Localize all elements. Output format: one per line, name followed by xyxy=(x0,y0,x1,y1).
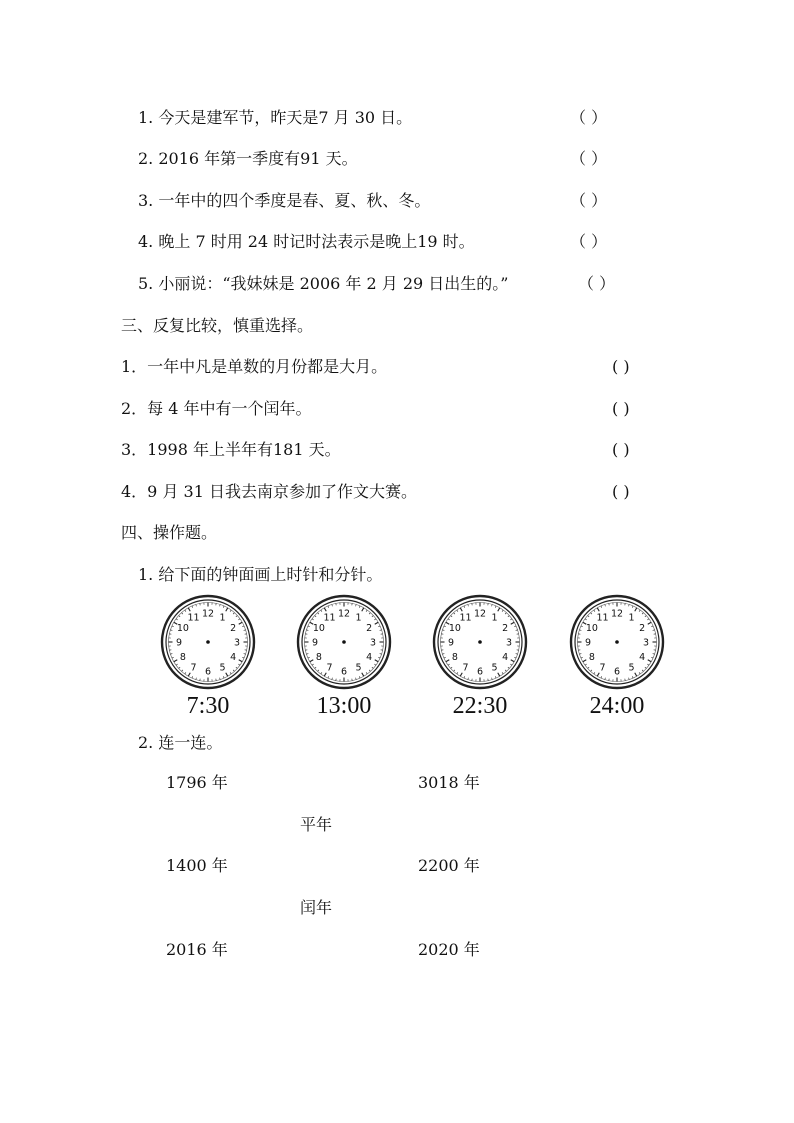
clock-face-2[interactable] xyxy=(296,594,392,690)
choice-item-text: 1．一年中凡是单数的月份都是大月。 xyxy=(121,357,388,376)
clock-numeral: 12 xyxy=(610,608,624,620)
section4-title: 四、操作题。 xyxy=(121,523,218,542)
clock-numeral: 4 xyxy=(230,651,237,663)
clock-numeral: 9 xyxy=(311,637,319,649)
label-leap-year[interactable]: 闰年 xyxy=(300,898,333,917)
clock-numeral: 2 xyxy=(639,622,646,634)
clock-numeral: 7 xyxy=(190,662,197,674)
clock-numeral: 11 xyxy=(459,612,472,624)
clock-numeral: 8 xyxy=(451,651,458,663)
clock-numeral: 6 xyxy=(340,666,348,678)
clock-numeral: 10 xyxy=(585,622,598,634)
clock-numeral: 5 xyxy=(219,662,226,674)
clock-time-label: 24:00 xyxy=(589,693,645,719)
right-year-3[interactable]: 2020 年 xyxy=(418,940,480,959)
question-draw-hands: 1. 给下面的钟面画上时针和分针。 xyxy=(138,565,383,584)
answer-paren[interactable]: ( ) xyxy=(612,357,630,376)
choice-item-text: 4．9 月 31 日我去南京参加了作文大赛。 xyxy=(121,482,417,501)
clock-numeral: 1 xyxy=(628,612,635,624)
clock-numeral: 9 xyxy=(447,637,455,649)
clock-numeral: 6 xyxy=(204,666,212,678)
tf-item-text: 4. 晚上 7 时用 24 时记时法表示是晚上19 时。 xyxy=(138,232,475,251)
clock-numeral: 10 xyxy=(448,622,461,634)
clock-numeral: 6 xyxy=(476,666,484,678)
answer-paren[interactable]: ( ) xyxy=(612,440,630,459)
clock-numeral: 12 xyxy=(337,608,351,620)
clock-numeral: 6 xyxy=(613,666,621,678)
left-year-2[interactable]: 1400 年 xyxy=(166,856,228,875)
choice-item-text: 2．每 4 年中有一个闰年。 xyxy=(121,399,312,418)
clock-numeral: 3 xyxy=(369,637,377,649)
clock-numeral: 2 xyxy=(366,622,373,634)
clock-numeral: 12 xyxy=(473,608,487,620)
clock-numeral: 1 xyxy=(355,612,362,624)
answer-paren[interactable]: ( ) xyxy=(612,399,630,418)
clock-numeral: 8 xyxy=(179,651,186,663)
clock-numeral: 5 xyxy=(491,662,498,674)
answer-paren[interactable]: （ ） xyxy=(570,108,608,127)
choice-item-text: 3．1998 年上半年有181 天。 xyxy=(121,440,341,459)
answer-paren[interactable]: （ ） xyxy=(570,149,608,168)
clock-numeral: 1 xyxy=(491,612,498,624)
left-year-3[interactable]: 2016 年 xyxy=(166,940,228,959)
clock-numeral: 3 xyxy=(642,637,650,649)
right-year-2[interactable]: 2200 年 xyxy=(418,856,480,875)
clock-numeral: 3 xyxy=(233,637,241,649)
clock-numeral: 4 xyxy=(502,651,509,663)
clock-center-dot xyxy=(615,640,619,644)
clock-center-dot xyxy=(206,640,210,644)
clock-time-label: 22:30 xyxy=(452,693,508,719)
clock-face-4[interactable] xyxy=(569,594,665,690)
clock-numeral: 8 xyxy=(588,651,595,663)
question-match: 2. 连一连。 xyxy=(138,733,223,752)
clock-face-3[interactable] xyxy=(432,594,528,690)
clock-time-label: 7:30 xyxy=(186,693,230,719)
clock-center-dot xyxy=(342,640,346,644)
clock-numeral: 11 xyxy=(187,612,200,624)
clock-numeral: 8 xyxy=(315,651,322,663)
clock-numeral: 5 xyxy=(628,662,635,674)
section3-title: 三、反复比较，慎重选择。 xyxy=(121,316,314,335)
right-year-1[interactable]: 3018 年 xyxy=(418,773,480,792)
clock-numeral: 4 xyxy=(639,651,646,663)
clock-numeral: 5 xyxy=(355,662,362,674)
clock-numeral: 3 xyxy=(505,637,513,649)
clock-center-dot xyxy=(478,640,482,644)
clock-numeral: 10 xyxy=(312,622,325,634)
clock-numeral: 10 xyxy=(176,622,189,634)
answer-paren[interactable]: ( ) xyxy=(612,482,630,501)
clock-time-label: 13:00 xyxy=(316,693,372,719)
clock-numeral: 7 xyxy=(462,662,469,674)
tf-item-text: 2. 2016 年第一季度有91 天。 xyxy=(138,149,358,168)
clock-numeral: 2 xyxy=(230,622,237,634)
clock-numeral: 4 xyxy=(366,651,373,663)
left-year-1[interactable]: 1796 年 xyxy=(166,773,228,792)
answer-paren[interactable]: （ ） xyxy=(570,232,608,251)
label-common-year[interactable]: 平年 xyxy=(300,815,333,834)
tf-item-text: 1. 今天是建军节，昨天是7 月 30 日。 xyxy=(138,108,413,127)
clock-numeral: 7 xyxy=(599,662,606,674)
tf-item-text: 3. 一年中的四个季度是春、夏、秋、冬。 xyxy=(138,191,431,210)
tf-item-text: 5. 小丽说：“我妹妹是 2006 年 2 月 29 日出生的。” xyxy=(138,274,509,293)
clock-numeral: 9 xyxy=(175,637,183,649)
answer-paren[interactable]: （ ） xyxy=(578,274,616,293)
clock-numeral: 11 xyxy=(323,612,336,624)
clock-numeral: 9 xyxy=(584,637,592,649)
clock-numeral: 1 xyxy=(219,612,226,624)
clock-numeral: 11 xyxy=(596,612,609,624)
clock-numeral: 7 xyxy=(326,662,333,674)
answer-paren[interactable]: （ ） xyxy=(570,191,608,210)
clock-face-1[interactable] xyxy=(160,594,256,690)
clock-numeral: 12 xyxy=(201,608,215,620)
clock-numeral: 2 xyxy=(502,622,509,634)
